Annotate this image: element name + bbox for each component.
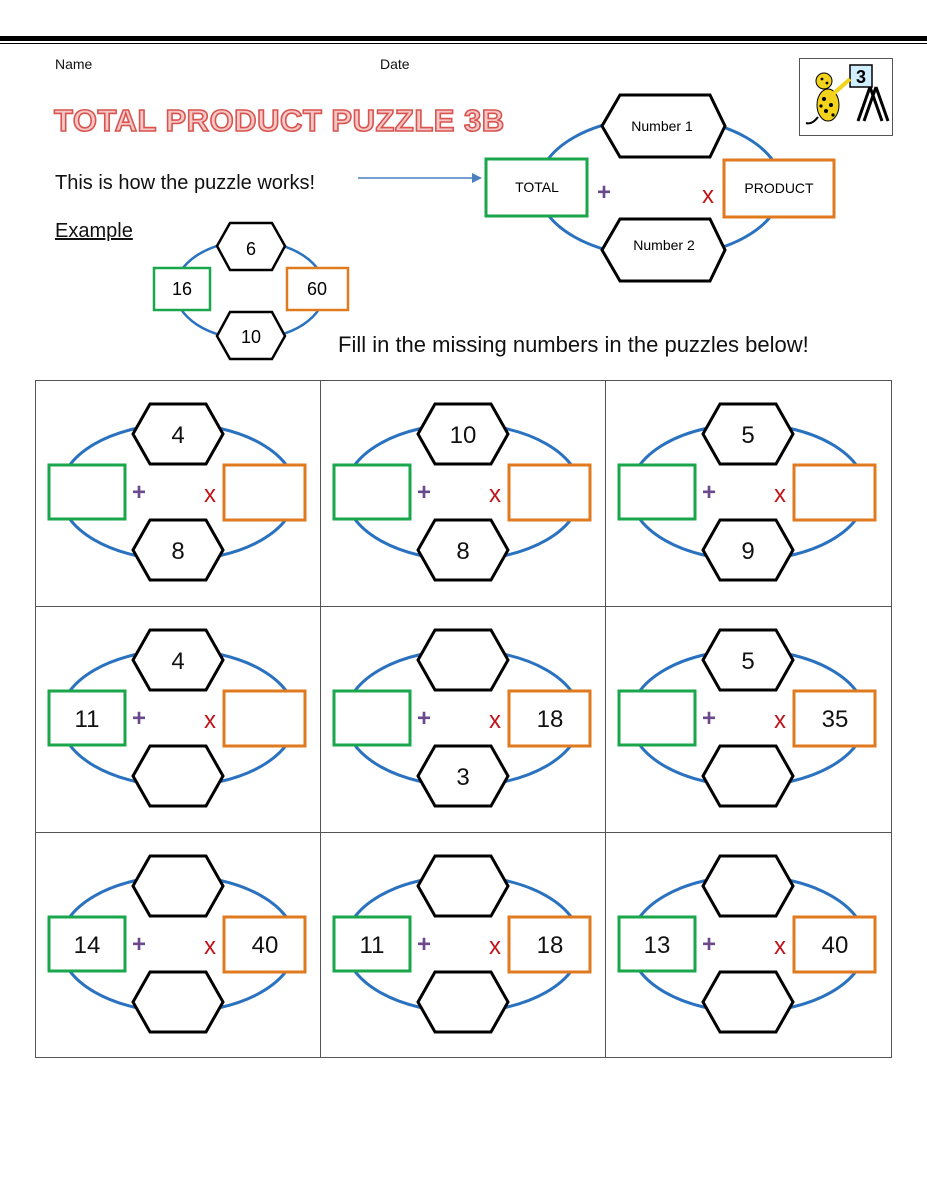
puzzle-cell — [36, 833, 321, 1057]
number1-value: 4 — [171, 648, 185, 675]
diagram-times-sign: x — [702, 182, 714, 209]
number1-hexagon[interactable] — [418, 856, 508, 916]
diagram-plus-sign: + — [596, 179, 612, 206]
number2-hexagon[interactable] — [133, 972, 223, 1032]
puzzle-cell — [606, 607, 891, 833]
product-box[interactable] — [224, 691, 305, 746]
puzzle-cell — [36, 381, 321, 607]
example-label: Example — [55, 220, 133, 242]
total-value: 11 — [359, 932, 385, 959]
product-value: 40 — [821, 932, 849, 959]
how-it-works-text: This is how the puzzle works! — [55, 172, 316, 194]
diagram-number2-label: Number 2 — [633, 237, 695, 253]
product-value: 40 — [251, 932, 279, 959]
times-sign: x — [204, 707, 216, 734]
number1-value: 5 — [741, 648, 755, 675]
times-sign: x — [774, 933, 786, 960]
number2-value: 8 — [456, 538, 470, 565]
number1-value: 5 — [741, 422, 755, 449]
total-box[interactable] — [334, 691, 410, 745]
plus-sign: + — [131, 931, 147, 958]
plus-sign: + — [701, 705, 717, 732]
number2-hexagon[interactable] — [703, 746, 793, 806]
total-box[interactable] — [619, 691, 695, 745]
total-value: 14 — [73, 932, 101, 959]
puzzle-cell — [606, 833, 891, 1057]
puzzle-cell — [321, 833, 606, 1057]
number1-hexagon[interactable] — [703, 856, 793, 916]
name-label: Name — [55, 56, 93, 72]
times-sign: x — [489, 707, 501, 734]
number2-hexagon[interactable] — [133, 746, 223, 806]
total-box[interactable] — [334, 465, 410, 519]
product-box[interactable] — [509, 465, 590, 520]
total-value: 11 — [74, 706, 100, 733]
number1-value: 10 — [449, 422, 477, 449]
times-sign: x — [204, 933, 216, 960]
puzzle-cell — [321, 607, 606, 833]
number2-hexagon[interactable] — [703, 972, 793, 1032]
plus-sign: + — [416, 479, 432, 506]
times-sign: x — [774, 481, 786, 508]
times-sign: x — [489, 481, 501, 508]
logo-grade: 3 — [855, 67, 867, 87]
plus-sign: + — [416, 931, 432, 958]
times-sign: x — [204, 481, 216, 508]
example-total-value: 16 — [171, 279, 193, 299]
plus-sign: + — [416, 705, 432, 732]
plus-sign: + — [701, 479, 717, 506]
puzzle-cell — [606, 381, 891, 607]
times-sign: x — [774, 707, 786, 734]
diagram-number1-label: Number 1 — [631, 118, 693, 134]
example-number1-value: 6 — [245, 239, 257, 259]
product-value: 35 — [821, 706, 849, 733]
puzzle-cell — [36, 607, 321, 833]
number2-hexagon[interactable] — [418, 972, 508, 1032]
product-value: 18 — [536, 706, 564, 733]
page-title-text: TOTAL PRODUCT PUZZLE 3B — [54, 103, 505, 138]
plus-sign: + — [131, 479, 147, 506]
diagram-product-label: PRODUCT — [744, 180, 814, 196]
diagram-total-label: TOTAL — [515, 179, 559, 195]
arrow-right-icon — [472, 173, 482, 183]
product-value: 18 — [536, 932, 564, 959]
fill-in-instructions: Fill in the missing numbers in the puzzles below! — [338, 332, 809, 357]
number2-value: 3 — [456, 764, 470, 791]
number1-hexagon[interactable] — [418, 630, 508, 690]
times-sign: x — [489, 933, 501, 960]
how-it-works-diagram — [0, 0, 927, 380]
puzzle-cell — [321, 381, 606, 607]
number2-value: 9 — [741, 538, 755, 565]
date-label: Date — [380, 56, 410, 72]
puzzle-grid — [35, 380, 892, 1058]
number1-hexagon[interactable] — [133, 856, 223, 916]
plus-sign: + — [701, 931, 717, 958]
total-box[interactable] — [619, 465, 695, 519]
plus-sign: + — [131, 705, 147, 732]
number2-value: 8 — [171, 538, 185, 565]
example-number2-value: 10 — [240, 327, 262, 347]
product-box[interactable] — [224, 465, 305, 520]
total-value: 13 — [643, 932, 671, 959]
total-box[interactable] — [49, 465, 125, 519]
product-box[interactable] — [794, 465, 875, 520]
example-product-value: 60 — [306, 279, 328, 299]
number1-value: 4 — [171, 422, 185, 449]
